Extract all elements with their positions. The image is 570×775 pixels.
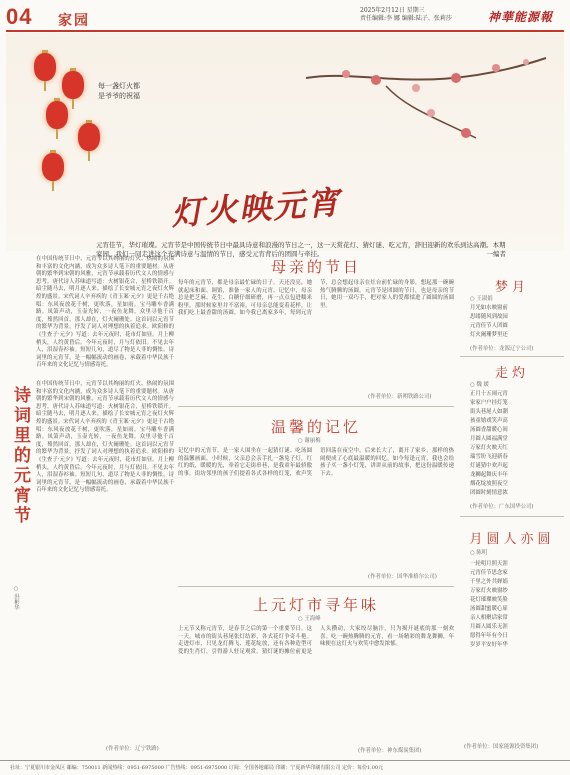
poem-line: 亲人相聚话家常 — [470, 615, 508, 621]
left-article-body: 在中国传统节日中，元宵节以其绚丽的灯火、热闹的氛围和丰富的文化内涵，成为众多诗人笔下的重要题材。从唐朝的繁华到宋朝的风雅，元宵节承载着历代文人的情感与思考。唐代诗人苏味道写道：火树银花合，星桥铁锁开。暗尘随马去，明月逐人来。描绘了长安城元宵之夜灯火辉煌的盛景。宋代词人辛弃疾的《青玉案·元夕》更是千古绝唱：东风夜放花千树，更吹落，星如雨。宝马雕车香满路。凤箫声动，玉壶光转，一夜鱼龙舞。众里寻他千百度，蓦然回首，那人却在，灯火阑珊处。这首词以元宵节的繁华为背景，抒发了词人对理想的执着追求。欧阳修的《生查子·元夕》写道：去年元夜时，花市灯如昼。月上柳梢头，人约黄昏后。今年元夜时，月与灯依旧。不见去年人，泪湿春衫袖。短短几句，道尽了物是人非的惆怅。诗词里的元宵节，是一幅幅流动的画卷，承载着中华民族千百年来的文化记忆与情感寄托。 — [36, 381, 174, 494]
poem-line: 孩童嬉戏笑声高 — [470, 418, 508, 424]
poem-line: 汤圆甜蜜暖心扉 — [470, 606, 508, 612]
poem-line: 花灯璀璨映笑脸 — [470, 597, 508, 603]
article-body: 记忆中的元宵节，是一家人围坐在一起猜灯谜、吃汤圆的温馨画面。小时候，父亲总会亲手扎一盏兔子灯，红红的纸，暖暖的光，牵着它走街串巷，是我童年最骄傲的事。街坊邻里的孩子们提着各式各样的灯笼，欢声笑语回荡在夜空中。后来长大了，离开了家乡，那样的热闹便成了心底最温暖的回忆。如今每逢元宵，我也会给孩子买一盏小灯笼，讲讲从前的故事，把这份温暖传递下去。 — [178, 448, 454, 477]
poem-footer: (作者单位：广东国华公司) — [470, 504, 534, 510]
poem-line: 岁岁平安好年华 — [470, 642, 508, 648]
article-title: 母亲的节日 — [270, 258, 361, 276]
newspaper-brand: 神華能源報 — [488, 10, 554, 24]
article-body: 上元节又称元宵节，是春节之后的第一个重要节日。这一天，城市的街头巷尾张灯结彩，各式花灯争奇斗艳。走进灯市，只见龙灯腾飞、莲花绽放，还有各种造型可爱的生肖灯，引得游人驻足观赏。猜灯谜的摊位前更是人头攒动，大家绞尽脑汁，只为揭开谜底的那一刻欢喜。吃一碗热腾腾的元宵，看一场精彩的舞龙舞狮，年味便在这灯火与欢笑中愈发浓郁。 — [178, 626, 454, 655]
section-divider — [178, 586, 454, 587]
article-body: 每年的元宵节，都是母亲最忙碌的日子。天还没亮，她就起床和面、调馅，准备一家人的元宵。记忆中，母亲总是把芝麻、花生、白糖仔细研磨，再一点点包进糯米粉里。那时候家里并不富裕，可母亲总能变着花样，让我们吃上最香甜的汤圆。如今我已离家多年，每到元宵节，总会想起母亲在灶台前忙碌的身影，想起那一碗碗热气腾腾的汤圆。元宵节是团圆的节日，也是母亲的节日，她用一双巧手，把对家人的爱都揉进了圆圆的汤圆里。 — [178, 280, 454, 317]
editor-credits: 责任编辑:李 娜 编辑:陆子、张莉莎 — [360, 15, 452, 22]
left-article-author: ○ 洪彬华 — [13, 586, 19, 610]
banner-poem-line: 每一盏灯火都 — [98, 82, 140, 90]
article-footer: (作者单位：新朔铁路公司) — [368, 394, 432, 400]
poem-line: 一轮明月照天涯 — [470, 561, 508, 567]
article-title: 上元灯市寻年味 — [252, 596, 379, 614]
poem-title: 走灼 — [494, 366, 529, 381]
lantern-icon — [78, 123, 100, 151]
article-title: 温馨的记忆 — [270, 418, 361, 436]
poem-line: 灯谜猜中欢声起 — [470, 463, 508, 469]
lantern-icon — [34, 53, 56, 81]
poem-author: ○ 魏 媛 — [470, 382, 489, 388]
poem-line: 月圆人圆福满堂 — [470, 436, 508, 442]
feature-banner — [6, 33, 564, 258]
article-footer: (作者单位：国华准格尔公司) — [368, 574, 437, 580]
poem-author: ○ 王淑娟 — [470, 296, 493, 302]
plum-blossom-illustration — [306, 48, 546, 158]
poem-body — [470, 390, 564, 498]
intro-text: 元宵佳节，华灯璀璨。元宵节是中国传统节日中最具诗意和浪漫的节日之一，这一天赏花灯、猜灯谜、吃元宵，辞旧迎新的欢乐到达高潮。本期家园，我们一同走进这个充满诗意与温情的节日，感受元宵背后的团圆与牵挂。 — [96, 241, 506, 258]
poem-line: 千里之外共婵娟 — [470, 579, 508, 585]
poem-line: 正月十五闹元宵 — [470, 391, 508, 397]
banner-poem — [98, 81, 140, 101]
banner-poem-line: 是爷爷的祝福 — [98, 92, 140, 100]
poem-line: 家家户户挂灯笼 — [470, 400, 508, 406]
poem-line: 烟花绽放照夜空 — [470, 481, 508, 487]
header-divider — [6, 30, 564, 32]
section-divider — [460, 516, 564, 517]
issue-date: 2025年2月12日 星期三 — [360, 7, 425, 14]
poem-title: 月圆人亦圆 — [469, 532, 555, 547]
left-article-footer: (作者单位：辽宁铁路) — [106, 746, 159, 752]
poem-line: 愿得年年有今日 — [470, 633, 508, 639]
lantern-icon — [46, 101, 68, 129]
poem-line: 龙狮起舞庆丰年 — [470, 472, 508, 478]
poem-line: 团圆时刻情意浓 — [470, 490, 508, 496]
left-article-title: 诗词里的元宵节 — [10, 386, 30, 526]
left-article-body-top: 在中国传统节日中，元宵节以其绚丽的灯火、热闹的氛围和丰富的文化内涵，成为众多诗人笔下的重要题材。从唐朝的繁华到宋朝的风雅，元宵节承载着历代文人的情感与思考。唐代诗人苏味道写道：火树银花合，星桥铁锁开。暗尘随马去，明月逐人来。描绘了长安城元宵之夜灯火辉煌的盛景。宋代词人辛弃疾的《青玉案·元夕》更是千古绝唱：东风夜放花千树，更吹落，星如雨。宝马雕车香满路。凤箫声动，玉壶光转，一夜鱼龙舞。众里寻他千百度，蓦然回首，那人却在，灯火阑珊处。这首词以元宵节的繁华为背景，抒发了词人对理想的执着追求。欧阳修的《生查子·元夕》写道：去年元夜时，花市灯如昼。月上柳梢头，人约黄昏后。今年元夜时，月与灯依旧。不见去年人，泪湿春衫袖。短短几句，道尽了物是人非的惆怅。诗词里的元宵节，是一幅幅流动的画卷，承载着中华民族千百年来的文化记忆与情感寄托。 — [36, 256, 174, 369]
poem-title: 梦月 — [494, 280, 529, 295]
poem-body — [470, 560, 564, 650]
poem-footer: (作者单位：龙源辽宁公司) — [470, 346, 534, 352]
poem-line: 月圆人圆乐无涯 — [470, 624, 508, 630]
lantern-icon — [62, 71, 84, 99]
right-poems — [460, 256, 564, 756]
poem-body — [470, 304, 564, 340]
poem-line: 月光如水映窗前 — [470, 305, 508, 311]
article-author: ○ 王海峰 — [298, 616, 321, 622]
poem-line: 汤圆香甜暖心间 — [470, 427, 508, 433]
section-name: 家园 — [58, 13, 90, 29]
poem-author: ○ 陈明 — [470, 550, 488, 556]
masthead — [0, 0, 570, 36]
poem-footer: (作者单位：国家能源投资集团) — [464, 744, 539, 750]
page-number: 04 — [6, 4, 33, 29]
poem-line: 万家灯火映窗纱 — [470, 588, 508, 594]
lantern-icon — [42, 153, 64, 181]
feature-title: 灯火映元宵 — [170, 183, 343, 233]
intro-author: 一编者 — [486, 250, 506, 258]
poem-line: 瑞雪纷飞迎新春 — [470, 454, 508, 460]
poem-line: 思绪随风到故园 — [470, 314, 508, 320]
poem-line: 元宵佳节思念家 — [470, 570, 508, 576]
article-author: ○ 谢丽梅 — [298, 438, 321, 444]
poem-line: 街头巷尾人如潮 — [470, 409, 508, 415]
page-footer: 社址：宁夏银川市金凤区 邮编：750011 新闻热线：0951-6975000 广告热线：0951-6975000 订阅：全国各地邮局 印刷：宁夏新华印刷有限公司 定价：每份1.00元 — [0, 760, 570, 775]
poem-line: 万家灯火映天红 — [470, 445, 508, 451]
poem-line: 元宵佳节人团圆 — [470, 323, 508, 329]
section-divider — [460, 356, 564, 357]
poem-line: 灯火阑珊梦里还 — [470, 332, 508, 338]
article-footer: (作者单位：神东煤炭集团) — [358, 748, 422, 754]
left-article — [6, 256, 174, 756]
section-divider — [178, 406, 454, 407]
middle-articles — [178, 256, 454, 756]
issue-meta — [360, 7, 452, 23]
